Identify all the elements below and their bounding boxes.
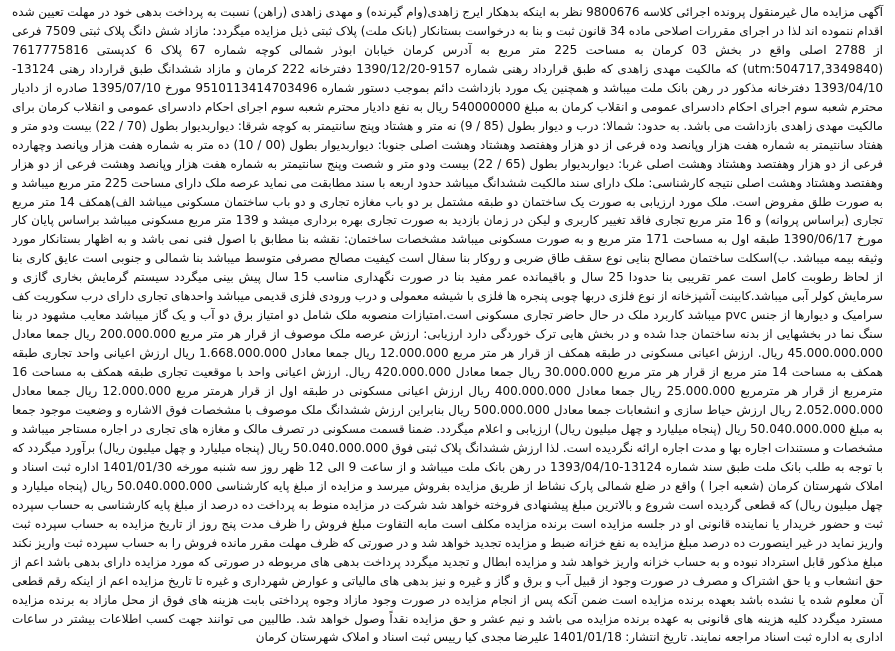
auction-notice bbox=[12, 3, 883, 648]
notice-body: آگهی مزایده مال غیرمنقول پرونده اجرائی کلاسه 9800676 نظر به اینکه بدهکار ایرج زاهدی(وام گیرنده) و مهدی زاهدی (راهن) نسبت به پرداخت بدهی خود در مهلت تعیین شده اقدام ننموده اند لذا در اجرای مقررات اصلاحی ماده 34 قانون ثبت و بنا به درخواست بستانکار (بانک ملت) پلاک ثبتی ذیل مزایده میگردد: مازاد شش دانگ پلاک ثبتی 7509 فرعی از 2788 اصلی واقع در بخش 03 کرمان به مساحت 225 متر مربع به آدرس کرمان خیابان ابوذر شمالی کوچه شماره 67 پلاک 6 کدپستی 7617775816 (utm:504717,3349840) که مالکیت مهدی زاهدی که طبق قرارداد رهنی شماره 9157-1390/12/20 دفترخانه 222 کرمان و مازاد ششدانگ طبق قرارداد رهنی 13124-1393/04/10 دفترخانه مذکور در رهن بانک ملت میباشد و همچنین یک مورد بازداشت دائم بموجب دستور شماره 9510113414703496 مورخ 1395/07/10 صادره از دادیار محترم شعبه سوم اجرای احکام دادسرای عمومی و انقلاب کرمان به مبلغ 540000000 ریال به نفع دادیار محترم شعبه سوم اجرای احکام دادسرای عمومی و انقلاب کرمان برای مالکیت مهدی زاهدی بازداشت می باشد. به حدود: شمالا: درب و دیوار بطول (85 / 9) نه متر و هشتاد وپنج سانتیمتر به کوچه شرقا: دیواربدیوار بطول (70 / 22) بیست ودو متر و هفتاد سانتیمتر به شماره هفت هزار وپانصد وده فرعی از دو هزار وهفتصد وهشتاد وهشت اصلی جنوبا: دیواربدیوار بطول (00 / 10) ده متر به شماره هفت هزار وپانصد وچهارده فرعی از دو هزار وهفتصد وهشتاد وهشت اصلی غربا: دیواربدیوار بطول (65 / 22) بیست ودو متر و شصت وپنج سانتیمتر به شماره هفت هزار وپانصد وهشت فرعی از دو هزار وهفتصد وهشتاد وهشت اصلی نتیجه کارشناسی: ملک دارای سند مالکیت ششدانگ میباشد حدود اربعه با سند مطابقت می نماید عرصه ملک دارای مساحت 225 متر مربع میباشد و به صورت طلق مفروض است. ملک مورد ارزیابی به صورت یک ساختمان دو طبقه مشتمل بر دو باب مغازه تجاری و دو باب ساختمان مسکونی میباشد الف)همکف 14 متر مربع تجاری (براساس پروانه) و 16 متر مربع تجاری فاقد تغییر کاربری و لیکن در زمان بازدید به صورت تجاری بهره برداری میشد و 139 متر مربع مسکونی میباشد براساس پایان کار مورخ 1390/06/17 طبقه اول به مساحت 171 متر مربع و به صورت مسکونی میباشد مشخصات ساختمان: نقشه بنا مطابق با اصول فنی نمی باشد و به اظهار بستانکار مورد وثیقه بیمه میباشد. ب)اسکلت ساختمان مصالح بنایی نوع سقف طاق ضربی و روکار بنا سفال است کیفیت مصالح مصرفی متوسط میباشد بنا شمالی و جنوبی است عایق کاری بنا از لحاظ رطوبت کامل است عمر تقریبی بنا حدودا 25 سال و باقیمانده عمر مفید بنا در صورت نگهداری مناسب 15 سال پیش بینی میگردد سیستم گرمایش بخاری گازی و سرمایش کولر آبی میباشد.کابینت آشپزخانه از نوع فلزی دربها چوبی پنجره ها فلزی با شیشه معمولی و درب ورودی فلزی قدیمی میباشد واحدهای تجاری دارای درب سکوریت کف سرامیک و دیوارها از جنس pvc میباشد کاربرد ملک در حال حاضر تجاری مسکونی است.امتیازات منصوبه ملک شامل دو امتیاز برق دو آب و یک گاز میباشد معایب مشهود در بنا سنگ نما در بخشهایی از بدنه ساختمان جدا شده و در بخش هایی ترک خوردگی دارد ارزیابی: ارزش عرصه ملک موصوف از قرار هر متر مربع 200.000.000 ریال جمعا معادل 45.000.000.000 ریال. ارزش اعیانی مسکونی در طبقه همکف از قرار هر متر مربع 12.000.000 ریال جمعا معادل 1.668.000.000 ریال ارزش اعیانی واحد تجاری طبقه همکف به مساحت 14 متر مربع از قرار هر متر مربع 30.000.000 ریال جمعا معادل 420.000.000 ریال. ارزش اعیانی واحد با موقعیت تجاری طبقه همکف به مساحت 16 مترمربع از قرار هر مترمربع 25.000.000 ریال جمعا معادل 400.000.000 ریال ارزش اعیانی مسکونی در طبقه اول از قرار هرمتر مربع 12.000.000 ریال جمعا معادل 2.052.000.000 ریال ارزش حیاط سازی و انشعابات جمعا معادل 500.000.000 ریال بنابراین ارزش ششدانگ ملک موصوف با مشخصات فوق الاشاره و وضعیت موجود جمعا به مبلغ 50.040.000.000 ریال (پنجاه میلیارد و چهل میلیون ریال) ارزیابی و اعلام میگردد. ضمنا قسمت مسکونی در تصرف مالک و مغازه های تجاری در اجاره مستاجر میباشد و مشخصات و مستندات اجاره بها و مدت اجاره ارائه نگردیده است. لذا ارزش ششدانگ پلاک ثبتی فوق 50.040.000.000 ریال (پنجاه میلیارد و چهل میلیون ریال) برآورد میگردد که با توجه به طلب بانک ملت طبق سند شماره 13124-1393/04/10 در رهن بانک ملت میباشد و از ساعت 9 الی 12 ظهر روز سه شنبه مورخه 1401/01/30 اداره ثبت اسناد و املاک شهرستان کرمان (شعبه اجرا ) واقع در ضلع شمالی پارک نشاط از طریق مزایده بفروش میرسد و مزایده از مبلغ پایه کارشناسی 50.040.000.000 ریال (پنجاه میلیارد و چهل میلیون ریال) که قطعی گردیده است شروع و بالاترین مبلغ پیشنهادی فروخته خواهد شد شرکت در مزایده منوط به پرداخت ده درصد از مبلغ پایه کارشناسی به حساب سپرده ثبت و حضور خریدار یا نماینده قانونی او در جلسه مزایده است برنده مزایده مکلف است مابه التفاوت مبلغ فروش را ظرف مدت پنج روز از تاریخ مزایده به حساب سپرده ثبت واریز نماید در غیر اینصورت ده درصد مبلغ مزایده به نفع خزانه ضبط و مزایده تجدید خواهد شد و در صورتی که ظرف مهلت مقرر مانده فروش را به حساب سپرده ثبت واریز نکند مبلغ مذکور قابل استرداد نبوده و به حساب خزانه واریز خواهد شد و مزایده ابطال و تجدید میگردد پرداخت بدهی های مربوطه در صورتی که مورد مزایده دارای بدهی باشد اعم از حق انشعاب و یا حق اشتراک و مصرف در صورت وجود از قبیل آب و برق و گاز و غیره و نیز بدهی های مالیاتی و عوارض شهرداری و غیره تا تاریخ مزایده اعم از اینکه رقم قطعی آن معلوم شده یا نشده باشد بعهده برنده مزایده است ضمن آنکه پس از انجام مزایده در صورت وجود مازاد وجوه پرداختی بابت هزینه های فوق از محل مازاد به برنده مزایده مسترد میگردد کلیه هزینه های قانونی به عهده برنده مزایده می باشد و نیم عشر و حق مزایده نقداً وصول خواهد شد. طالبین می توانند جهت کسب اطلاعات بیشتر در ساعات اداری به اداره ثبت اسناد مراجعه نمایند. تاریخ انتشار: 1401/01/18 علیرضا مجدی کیا رییس ثبت اسناد و املاک شهرستان کرمان bbox=[12, 5, 884, 645]
